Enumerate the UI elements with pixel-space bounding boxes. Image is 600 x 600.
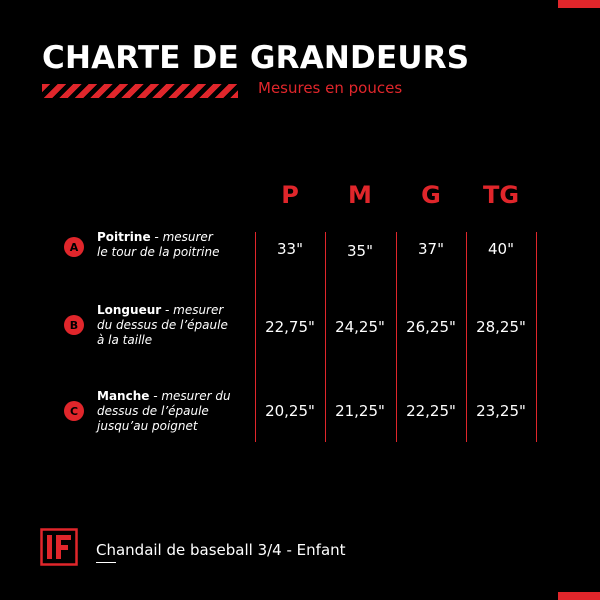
row-badge-a: A (64, 237, 84, 257)
page-title: CHARTE DE GRANDEURS (42, 40, 470, 76)
measure-desc: - mesurer du (149, 389, 231, 403)
size-header-tg: TG (482, 181, 520, 209)
measure-desc: du dessus de l’épaule (97, 318, 228, 332)
row-label-poitrine (97, 230, 220, 260)
footer-underline (96, 562, 116, 563)
size-header-g: G (421, 181, 441, 209)
table-cell: 24,25" (335, 318, 385, 336)
table-cell: 33" (277, 240, 303, 258)
table-cell: 26,25" (406, 318, 456, 336)
row-badge-b: B (64, 315, 84, 335)
measure-desc: à la taille (97, 333, 153, 347)
row-label-manche (97, 389, 231, 434)
table-cell: 40" (488, 240, 514, 258)
size-header-p: P (281, 181, 299, 209)
table-cell: 37" (418, 240, 444, 258)
brand-logo-icon (40, 528, 78, 566)
column-divider (536, 232, 537, 442)
table-cell: 28,25" (476, 318, 526, 336)
measure-desc: jusqu’au poignet (97, 419, 198, 433)
measure-name: Longueur (97, 303, 162, 317)
measure-desc: - mesurer (161, 303, 224, 317)
hazard-stripes (42, 84, 238, 98)
measure-desc: dessus de l’épaule (97, 404, 209, 418)
measure-name: Poitrine (97, 230, 151, 244)
measure-name: Manche (97, 389, 150, 403)
table-cell: 22,25" (406, 402, 456, 420)
measure-desc: - mesurer (150, 230, 213, 244)
page-subtitle: Mesures en pouces (258, 79, 403, 97)
product-name: Chandail de baseball 3/4 - Enfant (96, 541, 346, 559)
size-header-m: M (348, 181, 372, 209)
corner-accent-top (558, 0, 600, 8)
table-cell: 35" (347, 242, 373, 260)
row-badge-c: C (64, 401, 84, 421)
corner-accent-bottom (558, 592, 600, 600)
table-cell: 22,75" (265, 318, 315, 336)
measure-desc: le tour de la poitrine (97, 245, 220, 259)
table-cell: 20,25" (265, 402, 315, 420)
table-cell: 21,25" (335, 402, 385, 420)
row-label-longueur (97, 303, 228, 348)
table-cell: 23,25" (476, 402, 526, 420)
